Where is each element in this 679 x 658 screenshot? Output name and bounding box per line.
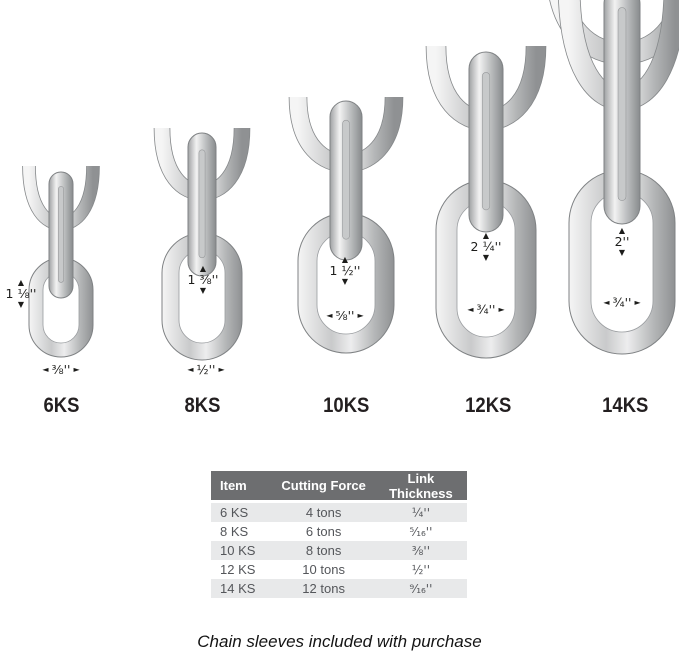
- column-header-link-thickness: Link Thickness: [389, 470, 453, 501]
- cell-force: 12 tons: [302, 581, 345, 596]
- cell-thickness: ⁹⁄₁₆'': [409, 581, 433, 596]
- dimension-value: ¾'': [612, 295, 632, 310]
- dimension-annotation-horizontal-14ks: [582, 296, 662, 310]
- dimension-annotation-horizontal-10ks: [305, 309, 385, 323]
- arrow-down-icon: ▼: [199, 286, 207, 295]
- arrow-up-icon: ▲: [482, 231, 490, 240]
- arrow-left-icon: ◄: [326, 311, 333, 320]
- spec-table: [211, 471, 467, 598]
- arrow-down-icon: ▼: [618, 248, 626, 257]
- dimension-annotation-vertical-14ks: [592, 227, 652, 257]
- arrow-left-icon: ◄: [187, 365, 194, 374]
- chain-size-text: 10KS: [322, 394, 370, 417]
- arrow-down-icon: ▼: [341, 277, 349, 286]
- arrow-right-icon: ►: [634, 298, 641, 307]
- arrow-right-icon: ►: [73, 365, 80, 374]
- chain-size-label-12ks: [438, 395, 538, 417]
- dimension-annotation-vertical-8ks: [173, 265, 233, 295]
- cell-thickness: ¼'': [411, 505, 431, 520]
- spec-table-header-row: [211, 471, 467, 500]
- dimension-annotation-horizontal-6ks: [21, 363, 101, 377]
- caption: Chain sleeves included with purchase: [197, 632, 482, 651]
- chain-size-label-10ks: [296, 395, 396, 417]
- chain-size-label-8ks: [152, 395, 252, 417]
- dimension-annotation-vertical-6ks: [0, 279, 44, 309]
- cell-item: 6 KS: [220, 505, 249, 520]
- arrow-down-icon: ▼: [482, 253, 490, 262]
- table-row: [211, 503, 467, 522]
- dimension-value: 2 ¼'': [470, 239, 502, 254]
- arrow-left-icon: ◄: [603, 298, 610, 307]
- arrow-right-icon: ►: [357, 311, 364, 320]
- arrow-up-icon: ▲: [341, 255, 349, 264]
- cell-item: 12 KS: [220, 562, 256, 577]
- cell-thickness: ⅜'': [411, 543, 431, 558]
- arrow-left-icon: ◄: [42, 365, 49, 374]
- cell-force: 4 tons: [305, 505, 342, 520]
- spec-table-body: [211, 503, 467, 598]
- chain-size-text: 12KS: [464, 394, 512, 417]
- arrow-down-icon: ▼: [17, 300, 25, 309]
- arrow-up-icon: ▲: [618, 226, 626, 235]
- chain-size-label-14ks: [575, 395, 675, 417]
- chain-size-text: 14KS: [601, 394, 649, 417]
- arrow-right-icon: ►: [218, 365, 225, 374]
- arrow-up-icon: ▲: [199, 264, 207, 273]
- column-header-cutting-force: Cutting Force: [281, 478, 366, 493]
- dimension-value: 1 ½'': [329, 263, 361, 278]
- dimension-annotation-vertical-12ks: [456, 232, 516, 262]
- dimension-value: 1 ⅛'': [5, 286, 37, 301]
- cell-item: 14 KS: [220, 581, 256, 596]
- cell-item: 10 KS: [220, 543, 256, 558]
- dimension-value: ¾'': [476, 302, 496, 317]
- dimension-value: ½'': [196, 362, 216, 377]
- arrow-left-icon: ◄: [467, 305, 474, 314]
- cell-force: 6 tons: [305, 524, 342, 539]
- table-row: [211, 522, 467, 541]
- table-row: [211, 560, 467, 579]
- dimension-value: 1 ⅜'': [187, 272, 219, 287]
- dimension-value: 2'': [614, 234, 630, 249]
- chain-size-text: 8KS: [184, 394, 220, 417]
- dimension-annotation-horizontal-12ks: [446, 303, 526, 317]
- table-row: [211, 541, 467, 560]
- chain-size-label-6ks: [11, 395, 111, 417]
- dimension-annotation-horizontal-8ks: [166, 363, 246, 377]
- chain-size-text: 6KS: [43, 394, 79, 417]
- column-header-item: Item: [220, 478, 247, 493]
- dimension-value: ⅝'': [335, 308, 355, 323]
- dimension-value: ⅜'': [51, 362, 71, 377]
- table-row: [211, 579, 467, 598]
- dimension-annotation-vertical-10ks: [315, 256, 375, 286]
- cell-item: 8 KS: [220, 524, 249, 539]
- cell-thickness: ⁵⁄₁₆'': [409, 524, 433, 539]
- cell-force: 8 tons: [305, 543, 342, 558]
- cell-force: 10 tons: [302, 562, 345, 577]
- arrow-right-icon: ►: [498, 305, 505, 314]
- cell-thickness: ½'': [411, 562, 431, 577]
- arrow-up-icon: ▲: [17, 278, 25, 287]
